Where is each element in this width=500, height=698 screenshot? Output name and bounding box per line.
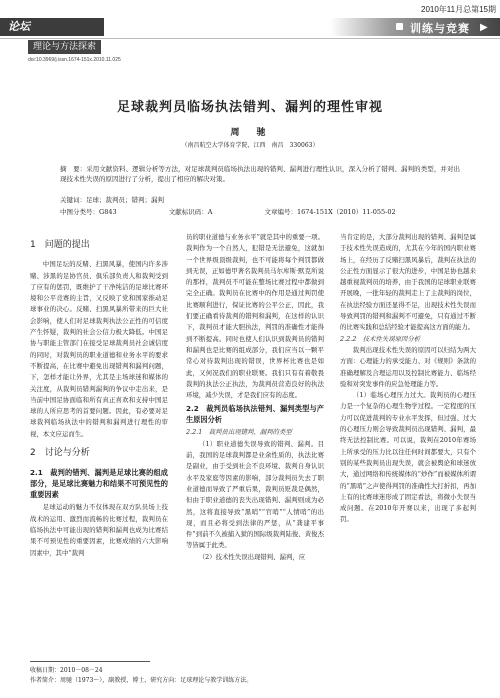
column-1 [30,232,168,559]
clc-code: 中图分类号：G843 [60,208,117,216]
paragraph: （1）临场心理压力过大。裁判员的心理压力是一个复杂的心理生物学过程。一定程度的压力可以促进裁判的专业水平发挥，但过强、过大的心理压力则会导致裁判员出现错判、漏判，最终无法控制比赛。可以说，裁判在2010年赛场上所承受的压力比以往任何时间都要大，只有个别的某些裁判员出现失误，就会被舆论和球迷放大，通过网络和传统媒体的“炒作”而被媒体所谓的“黑哨”之声使得判罚的准确性大打折扣，再加上有的比赛球迷形成了固定看法，将微小失误当成问题。在2010年开赛以来，出现了多起判罚。 [340,391,476,524]
abstract: 摘 要：采用文献资料、逻辑分析等方法，对足球裁判员临场执法出现的错判、漏判进行理性认识，深入分析了错判、漏判的类型，并对出现技术性失误的原因进行了分析，提出了相应的解决对策。 [60,165,460,183]
section-tab: 理论与方法探索 [28,40,101,54]
article-number: 文章编号：1674-151X（2010）11-055-02 [264,208,396,216]
subsubsection-heading-2-2-2: 2.2.2 技术性失误原因分析 [340,334,421,343]
arrow-icon: ▶ [480,22,488,33]
paragraph: 员的职业道德与业务水平”就是其中的重要一项。裁判作为一个自然人，犯错是无法避免，这就加一个世界级顶级裁判，也不可能将每个判罚都做到无误，正如德甲著名裁判员马尔库斯·默克所说的那样，裁判员不可能在整场比赛过程中都做到完全正确。裁判员在比赛中的作用是通过判罚使比赛顺利进行，保证比赛的公平公正，因此，我们要正确看待裁判的错判和漏判，在这样的认识下，裁判员才能大胆执法，判罚的准确性才能得到不断提高。同时也使人们认识到裁判员的错判和漏判也是比赛的组成部分，我们应当以一颗平常心对待裁判出现的错误，世界杯比赛也是如此，又何况我们的职业联赛。我们只有有着敬畏裁判的执法公正执法，为裁判员营造良好的执法环境，减少失误，才是我们应有的态度。 [186,233,324,400]
paragraph: （2）技术性失误出现错判、漏判，应 [198,552,306,561]
right-band [330,18,500,36]
paragraph: 当肯定的是，大部分裁判出现的错判、漏判是属于技术性失误造成的，尤其在今年的国内职业赛场上，在经历了反赌扫黑风暴后，裁判在执法的公正性方面显示了很大的进步，中国足协也越来越重视裁判员的培养，由于我国的足球职业联赛开展晚，一批年轻的裁判走上了主裁判的岗位，在执法经验方面还显得不足，出现技术性失误而导致判罚的错判和漏判不可避免，只有通过不断的比赛实践和总结经验才能提高这方面的能力。 [340,233,476,332]
affiliation: （南昌航空大学体育学院，江西 南昌 330063） [181,142,319,149]
section-heading-1: 1 问题的提出 [30,240,90,250]
header-rule [0,38,500,39]
paragraph: 中国足坛的反赌、扫黑风暴，使国内许多涉赌、涉黑的足协官员、俱乐部负责人和裁判受到了应有的惩罚，既维护了干净纯洁的足球比赛环境和公平竞赛的主旨，又反映了党和国家推动足球事业的决心。反赌、扫黑风暴所带来的巨大社会影响，使人们对足球裁判执法公正性的可信度产生怀疑，裁判的社会公信力极大降低。中国足协与职能主管部门在接受足球裁判员社会诚信度的同时，对裁判员的职业道德和业务水平的要求不断提高，在比赛中避免出现错判和漏判问题，下，怎样才能让外界，尤其是主场球迷和媒体的关注度，从裁判员错判漏判的争议中走出来，是当前中国足协面临和所有真正喜欢和支持中国足球的人所应思考的首要问题。因此，有必要对足球裁判临场执法中的错判和漏判进行理性的审视，本文应运而生。 [30,260,168,438]
paragraph: 足球运动的魅力不仅体现在双方队员场上技战术的运用、激烈而流畅的比赛过程，裁判员在临场执法中可能出现的错判和漏判也成为比赛结果不可预见性的重要因素，比赛成绩的六大影响因素中，其中“裁判 [30,503,168,557]
paragraph: 裁判出现技术性失误的原因可以归结为两大方面：心理能力的承受能力、对《规则》条款的准确理解及合理运用以及控制比赛能力、临场经验和对突发事件的应急处理能力等。 [340,345,476,388]
keywords: 关键词：足球；裁判员；错判；漏判 [60,196,164,204]
doi: doi:10.3969/j.issn.1674-151x.2010.11.025 [28,57,121,63]
doc-code: 文献标识码：A [168,208,213,216]
left-band-label: 论坛 [0,18,104,36]
author: 周 驰 [230,128,270,138]
section-heading-2: 2 讨论与分析 [30,448,90,459]
article-meta [60,207,446,216]
issue-line: 2010年11月总第15期 [421,5,496,14]
received-date: 收稿日期：2010－08－24 [30,667,103,674]
subsection-heading-2-2: 2.2 裁判员临场执法错判、漏判类型与产生原因分析 [186,404,324,425]
subsection-heading-2-1: 2.1 裁判的错判、漏判是足球比赛的组成部分，是足球比赛魅力和结果不可预见性的重要因素 [30,468,168,500]
square-icon [396,23,403,30]
column-3 [340,232,476,526]
footnote [30,666,252,686]
column-2 [186,232,324,563]
author-bio: 作者简介：周驰（1973～），副教授，博士，研究方向：足球理论与教学训练方法。 [30,677,253,684]
footnote-rule [30,661,150,662]
right-band-label: 训练与竞赛 [410,22,470,35]
paragraph: （1）职业道德失误导致的错判、漏判。目前，我国的足球裁判都是业余性质的，执法比赛是副业，由于受到社会不良环境、裁判自身认识水平及家庭等因素的影响，部分裁判员失去了职业道德而导致了严重后果，裁判员贬裁是偶然，但由于职业道德的丧失出现错判、漏判则成为必然，这将直接导致“黑哨”“官哨”“人情哨”的出现，而且必将受到法律的严惩，从“龚建平事件”到前不久被捕入狱的国际级裁判陆俊、黄俊杰等皆属于此类。 [186,439,324,550]
subsubsection-heading-2-2-1: 2.2.1 裁判员出现错判、漏判的类型 [186,428,292,437]
article-title: 足球裁判员临场执法错判、漏判的理性审视 [116,100,383,115]
